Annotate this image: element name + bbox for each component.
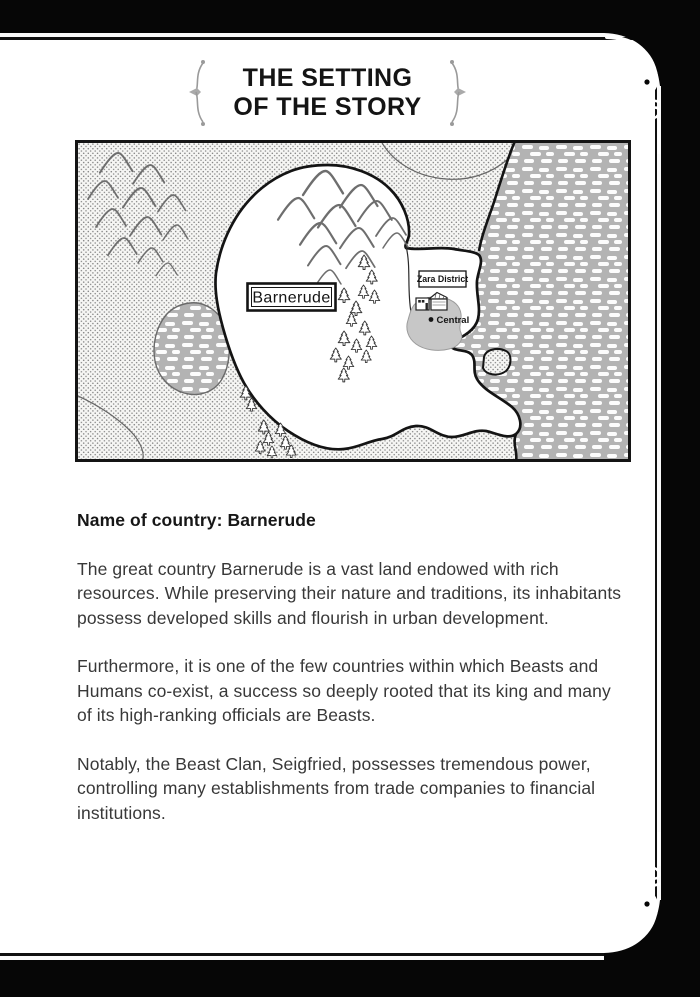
right-flourish-icon: [446, 58, 468, 128]
world-map: [78, 143, 628, 459]
country-heading: Name of country: Barnerude: [77, 510, 316, 530]
manga-page: [0, 37, 657, 956]
central-label: Central: [436, 315, 470, 326]
small-island: [483, 349, 511, 375]
page-title-line1: THE SETTING: [242, 64, 413, 92]
page-title-line2: OF THE STORY: [233, 93, 422, 121]
page-title: [233, 64, 421, 122]
district-label: Zara District: [416, 274, 469, 284]
left-flourish-icon: [187, 58, 209, 128]
paragraph-3: Notably, the Beast Clan, Seigfried, possesses tremendous power, controlling many establishments from trade companies to financial institutions.: [77, 753, 596, 823]
country-label-box: [248, 284, 336, 311]
paragraph-1: The great country Barnerude is a vast land endowed with rich resources. While preserving their nature and traditions, its inhabitants possess developed skills and flourish in urban development.: [77, 558, 622, 628]
world-map-frame: [75, 140, 631, 462]
paragraph-2: Furthermore, it is one of the few countries within which Beasts and Humans co-exist, a success so deeply rooted that its king and many of its high-ranking officials are Beasts.: [77, 656, 611, 725]
district-label-box: [417, 271, 468, 287]
page-header: [0, 58, 655, 128]
country-label: Barnerude: [252, 289, 331, 307]
description-section: [77, 508, 629, 849]
west-island: [154, 303, 229, 395]
